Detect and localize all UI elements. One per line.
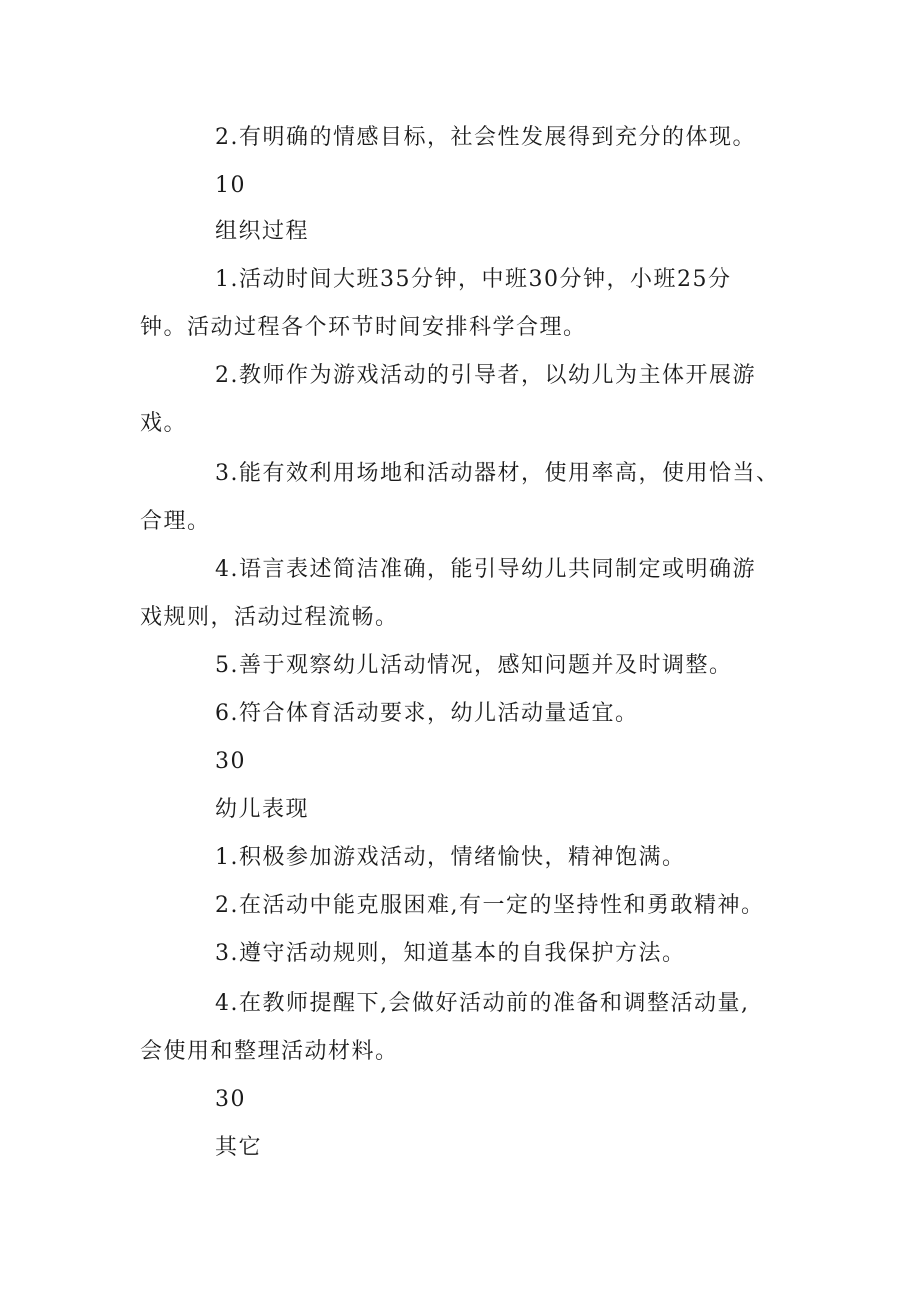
criterion-language: 4.语言表述简洁准确，能引导幼儿共同制定或明确游 — [215, 557, 756, 582]
score-value: 10 — [215, 173, 246, 198]
criterion-preparation-cont: 会使用和整理活动材料。 — [140, 1039, 399, 1064]
criterion-activity-time-cont: 钟。活动过程各个环节时间安排科学合理。 — [140, 315, 587, 340]
criterion-preparation: 4.在教师提醒下,会做好活动前的准备和调整活动量, — [215, 991, 750, 1016]
criterion-venue-equipment-cont: 合理。 — [140, 509, 211, 534]
criterion-observation: 5.善于观察幼儿活动情况，感知问题并及时调整。 — [215, 653, 733, 678]
criterion-activity-time: 1.活动时间大班35分钟，中班30分钟，小班25分 — [215, 267, 732, 292]
score-value: 30 — [215, 1087, 246, 1112]
criterion-language-cont: 戏规则，活动过程流畅。 — [140, 605, 399, 630]
section-heading-organization: 组织过程 — [215, 219, 310, 244]
criterion-pe-requirements: 6.符合体育活动要求，幼儿活动量适宜。 — [215, 701, 639, 726]
section-heading-other: 其它 — [215, 1135, 263, 1160]
criterion-teacher-guide: 2.教师作为游戏活动的引导者，以幼儿为主体开展游 — [215, 363, 756, 388]
criterion-emotional-goal: 2.有明确的情感目标，社会性发展得到充分的体现。 — [215, 125, 756, 150]
criterion-rules-safety: 3.遵守活动规则，知道基本的自我保护方法。 — [215, 941, 686, 966]
criterion-venue-equipment: 3.能有效利用场地和活动器材，使用率高，使用恰当、 — [215, 461, 780, 486]
score-value: 30 — [215, 749, 246, 774]
criterion-persistence: 2.在活动中能克服困难,有一定的坚持性和勇敢精神。 — [215, 893, 765, 918]
section-heading-child-performance: 幼儿表现 — [215, 797, 310, 822]
criterion-participation: 1.积极参加游戏活动，情绪愉快，精神饱满。 — [215, 845, 686, 870]
criterion-teacher-guide-cont: 戏。 — [140, 411, 188, 436]
